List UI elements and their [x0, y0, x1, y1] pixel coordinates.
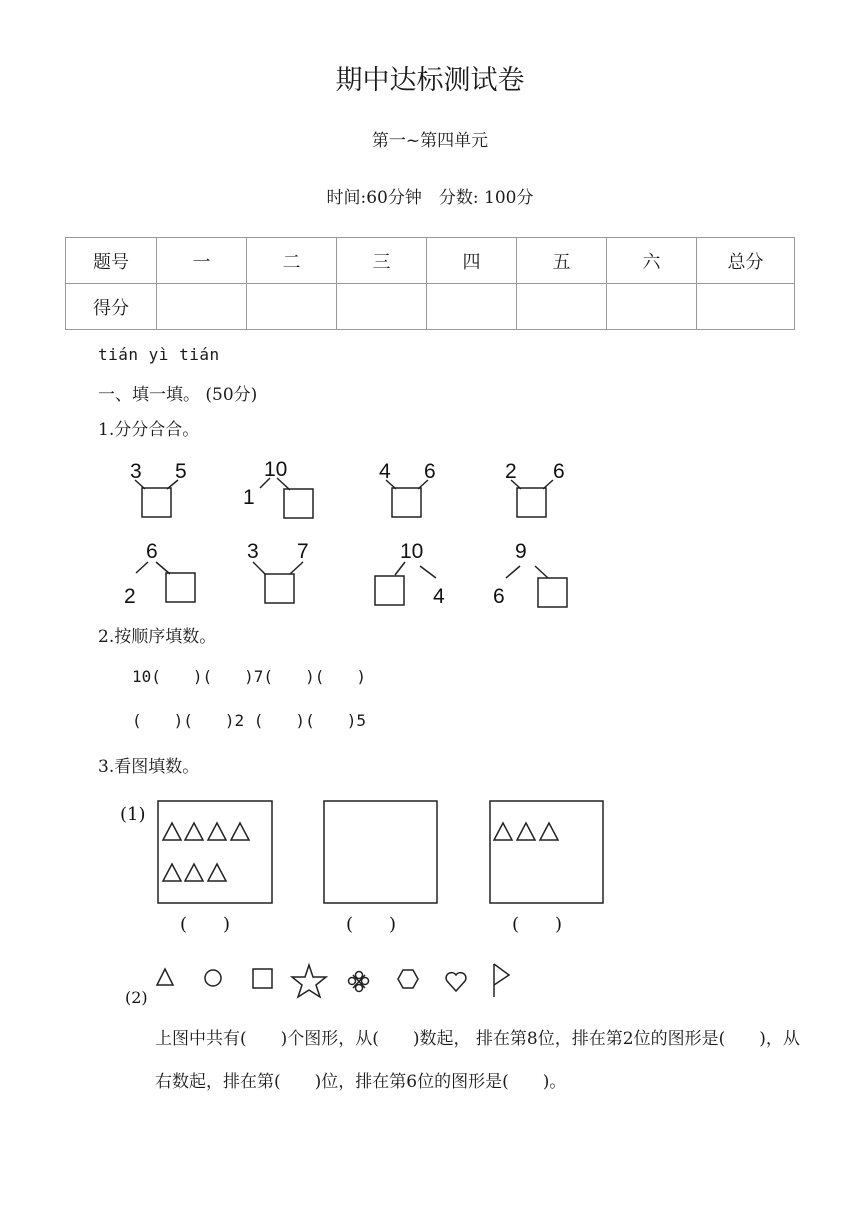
bond-number: 1: [243, 486, 255, 509]
question-2-title: 2.按顺序填数。: [98, 627, 217, 647]
answer-box[interactable]: [392, 488, 421, 517]
bond-number: 5: [175, 460, 187, 483]
triangle-box-empty: [324, 801, 437, 903]
triangle-icon: [163, 823, 249, 881]
question-1-title: 1.分分合合。: [98, 420, 200, 440]
number-bond: [247, 540, 309, 563]
bond-number: 10: [400, 540, 424, 563]
heart-icon: [446, 973, 466, 991]
table-cell: 题号: [66, 238, 157, 284]
bond-number: 6: [493, 585, 505, 608]
bond-number: 6: [146, 540, 158, 563]
table-cell: 三: [337, 238, 427, 284]
answer-box[interactable]: [265, 574, 294, 603]
sequence-line-2[interactable]: ( )( )2 ( )( )5: [132, 711, 366, 730]
table-cell: 四: [427, 238, 517, 284]
answer-box[interactable]: [284, 489, 313, 518]
flower-icon: [349, 972, 369, 992]
sequence-line-1[interactable]: 10( )( )7( )( ): [132, 667, 366, 686]
table-cell: 一: [157, 238, 247, 284]
number-bond: [130, 460, 187, 483]
square-icon: [253, 969, 272, 988]
bond-number: 3: [247, 540, 259, 563]
triangle-icon: [157, 969, 173, 985]
bond-number: 9: [515, 540, 527, 563]
bond-number: 4: [433, 585, 445, 608]
flag-icon: [494, 964, 509, 997]
page-subtitle: 第一~第四单元: [371, 131, 489, 151]
number-bond: [505, 460, 565, 483]
bond-number: 10: [264, 458, 288, 481]
part-label: (1): [120, 804, 146, 825]
page-title: 期中达标测试卷: [335, 65, 525, 96]
table-cell: 得分: [66, 284, 157, 330]
section-pinyin: tián yì tián: [98, 345, 220, 364]
table-cell: 总分: [697, 238, 795, 284]
bond-number: 2: [505, 460, 517, 483]
question-3-paragraph[interactable]: 上图中共有( )个图形，从( )数起， 排在第8位，排在第2位的图形是( )，从右数起，排在第( )位，排在第6位的图形是( )。: [155, 1029, 800, 1092]
question-3-title: 3.看图填数。: [98, 757, 200, 777]
triangle-icon: [494, 823, 558, 840]
triangle-box: [490, 801, 603, 903]
table-cell: 六: [607, 238, 697, 284]
bond-number: 3: [130, 460, 142, 483]
section-title: 一、填一填。 (50分): [98, 385, 258, 405]
table-cell: 二: [247, 238, 337, 284]
star-icon: [292, 965, 326, 997]
bond-number: 4: [379, 460, 391, 483]
answer-box[interactable]: [538, 578, 567, 607]
answer-blank[interactable]: ( ): [180, 914, 231, 935]
answer-box[interactable]: [142, 488, 171, 517]
table-cell: 五: [517, 238, 607, 284]
bond-number: 6: [553, 460, 565, 483]
answer-blank[interactable]: ( ): [512, 914, 563, 935]
circle-icon: [205, 970, 221, 986]
part-label: (2): [125, 988, 148, 1007]
bond-number: 6: [424, 460, 436, 483]
answer-box[interactable]: [375, 576, 404, 605]
triangle-box: [158, 801, 272, 903]
bond-number: 7: [297, 540, 309, 563]
number-bond: [379, 460, 436, 483]
answer-box[interactable]: [166, 573, 195, 602]
bond-number: 2: [124, 585, 136, 608]
exam-meta: 时间:60分钟 分数: 100分: [326, 188, 534, 208]
answer-blank[interactable]: ( ): [346, 914, 397, 935]
number-bond: [124, 540, 158, 608]
hexagon-icon: [398, 970, 418, 988]
number-bond: [400, 540, 445, 608]
answer-box[interactable]: [517, 488, 546, 517]
